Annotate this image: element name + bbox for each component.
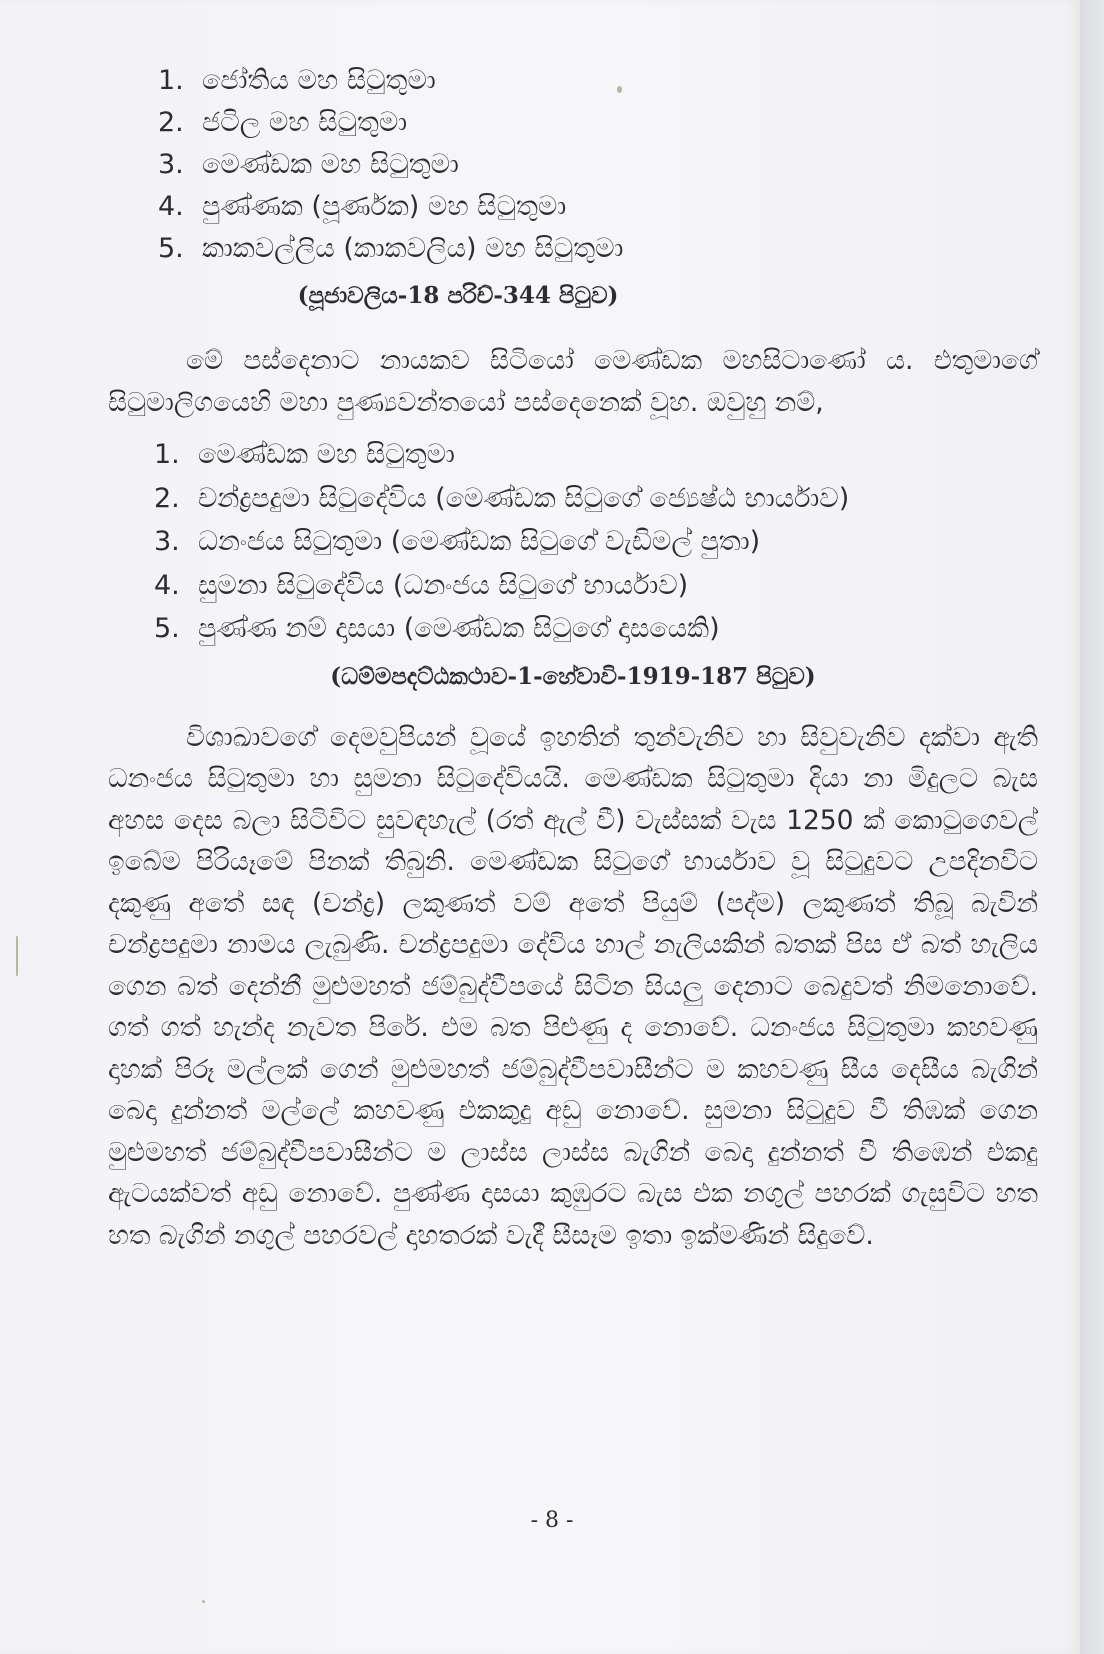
list-item <box>108 607 1038 651</box>
list-number: 3. <box>158 149 184 180</box>
list-item <box>108 228 1038 270</box>
paragraph: මේ පස්දෙනාට නායකව සිටියෝ මෙණ්ඩක මහසිටාණෝ ය. එතුමාගේ සිටුමාලිගයෙහි මහා පුණ්‍යවන්තයෝ පස්දෙනෙක් වූහ. ඔවුහු නම්, <box>108 345 1038 418</box>
list-item <box>108 102 1038 144</box>
list-number: 4. <box>154 569 180 601</box>
list-number: 5. <box>158 233 184 264</box>
list-text: කාකවල්ලිය (කාකවලිය) මහ සිටුතුමා <box>202 233 624 264</box>
page-number: - 8 - <box>530 1508 574 1533</box>
list-text: මෙණ්ඩක මහ සිටුතුමා <box>198 439 455 470</box>
merchant-list <box>108 60 1038 270</box>
list-text: ජටිල මහ සිටුතුමා <box>202 107 408 138</box>
list-item <box>108 433 1038 477</box>
list-number: 4. <box>158 191 184 222</box>
list-item <box>108 144 1038 186</box>
list-number: 5. <box>154 613 180 644</box>
scan-speck <box>16 936 18 976</box>
list-text: මෙණ්ඩක මහ සිටුතුමා <box>202 149 459 180</box>
list-item <box>108 520 1038 564</box>
reference-citation: (පූජාවලිය-18 පරිච්-344 පිටුව) <box>297 282 619 309</box>
list-text: ජෝතිය මහ සිටුතුමා <box>202 65 436 96</box>
scan-speck <box>202 1600 205 1603</box>
list-item <box>108 477 1038 521</box>
list-text: පුණ්ණක (පූර්ණක) මහ සිටුතුමා <box>202 191 567 222</box>
list-number: 1. <box>158 65 184 96</box>
list-text: සුමනා සිටුදේවිය (ධනංජය සිටුගේ භාර්යාව) <box>198 569 689 601</box>
list-item <box>108 186 1038 228</box>
household-list <box>108 433 1038 651</box>
list-number: 2. <box>158 107 184 138</box>
list-text: ධනංජය සිටුතුමා (මෙණ්ඩක සිටුගේ වැඩිමල් පුතා) <box>198 526 761 557</box>
reference-citation: (ධම්මපදට්ඨකථාව-1-හේවාවි-1919-187 පිටුව) <box>330 662 816 690</box>
list-item <box>108 564 1038 608</box>
list-number: 3. <box>154 526 180 557</box>
paragraph: විශාඛාවගේ දෙමවුපියන් වූයේ ඉහතින් තුන්වැනිව හා සිවුවැනිව දක්වා ඇති ධනංජය සිටුතුමා හා සුමනා සිටුදේවියයි. මෙණ්ඩක සිටුතුමා දියා නා මිදුලට බැස අහස දෙස බලා සිටිවිට සුවඳහැල් (රත් ඇල් වී) වැස්සක් වැස 1250 ක් කොටුගෙවල් ඉබේම පිරියෑමේ පිනක් තිබුනි. මෙණ්ඩක සිටුගේ භාර්යාව වූ සිටුදුවට උපදිනවිට දකුණු අතේ සඳ (චන්ද්‍ර) ලකුණත් වම් අතේ පියුම් (පද්ම) ලකුණත් තිබූ බැවින් චන්ද්‍රපදුමා නාමය ලැබුණි. චන්ද්‍රපදුමා දේවිය හාල් නැලියකින් බතක් පිස ඒ බත් හැලිය ගෙන බත් දෙන්නී මුළුමහත් ජම්බුද්වීපයේ සිටින සියලු දෙනාට බෙදුවත් නිමනොවේ. ගත් ගත් හැන්ද නැවත පිරේ. එම බත පිළුණු ද නොවේ. ධනංජය සිටුතුමා කහවණු දාහක් පිරූ මල්ලක් ගෙන් මුළුමහත් ජම්බුද්වීපවාසීන්ට ම කහවණු සීය දෙසීය බැගින් බෙදා දුන්නත් මල්ලේ කහවණු එකකුදු අඩු නොවේ. සුමනා සිටුදුව වී තිඹක් ගෙන මුළුමහත් ජම්බුද්වීපවාසීන්ට ම ලාස්ස ලාස්ස බැගින් බෙදා දුන්නත් වී තිඹෙන් එකදු ඇටයක්වත් අඩු නොවේ. පුණ්ණ දාසයා කුඹුරට බැස එක නගුල් පහරක් ගැසුවිට හත හත බැගින් නගුල් පහරවල් දාහතරක් වැදී සීසෑම ඉතා ඉක්මණින් සිදුවේ. <box>108 721 1038 1251</box>
list-number: 2. <box>154 482 180 514</box>
list-text: පුණ්ණ නම් දාසයා (මෙණ්ඩක සිටුගේ දාසයෙකි) <box>198 613 720 644</box>
list-text: චන්ද්‍රපදුමා සිටුදේවිය (මෙණ්ඩක සිටුගේ ජ්‍යෙෂ්ඨ භාර්යාව) <box>198 482 850 514</box>
list-number: 1. <box>154 439 180 470</box>
document-body <box>108 60 1038 1256</box>
page-edge-shadow <box>1080 0 1104 1654</box>
list-item <box>108 60 1038 102</box>
